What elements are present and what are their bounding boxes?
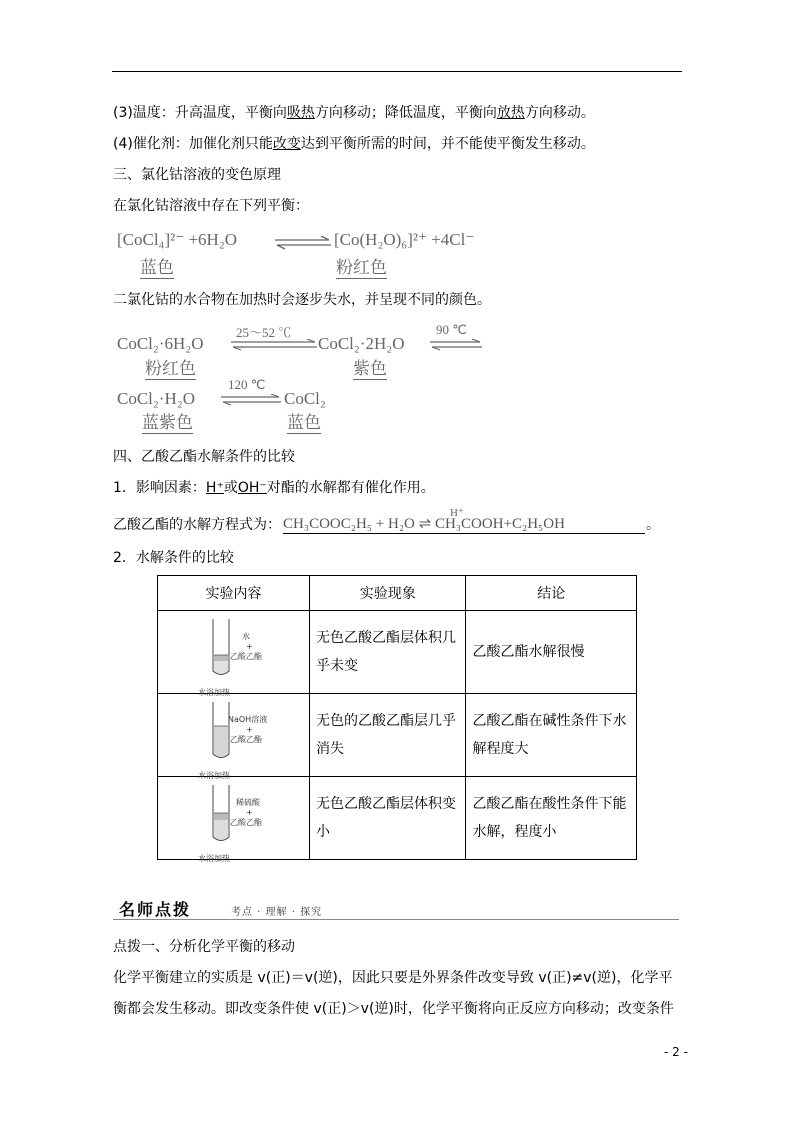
- figure-label: NaOH溶液: [228, 715, 268, 724]
- test-tube-figure: [158, 694, 308, 780]
- banner-title: 名师点拨: [119, 900, 192, 919]
- underlined-term: H⁺: [205, 480, 224, 496]
- condition-25-52: 25～52 ℃: [236, 325, 292, 340]
- underlined-term: 改变: [272, 136, 301, 152]
- anhydrous-cocl2: CoCl₂: [284, 389, 326, 408]
- banner-rule: [113, 919, 679, 920]
- test-tube-figure: [158, 777, 308, 863]
- conclusion-cell: 乙酸乙酯水解很慢: [466, 611, 637, 694]
- reversible-arrow-icon: [428, 339, 484, 351]
- reversible-arrow-icon: [219, 394, 283, 406]
- text: 1．影响因素：: [113, 480, 206, 496]
- hydrolysis-catalyst: H⁺: [450, 507, 464, 519]
- table-row: [158, 694, 637, 777]
- tip1-line2: 衡都会发生移动。即改变条件使 v(正)＞v(逆)时，化学平衡将向正反应方向移动；改变条件: [113, 1001, 674, 1017]
- blue-color-label: 蓝色: [287, 408, 321, 434]
- figure-caption: 水浴加热: [198, 854, 230, 863]
- figure-label: 稀硫酸: [236, 798, 260, 807]
- figure-label: +: [246, 642, 253, 651]
- table-header: 实验现象: [309, 576, 466, 611]
- hydrolysis-comparison-table: [157, 575, 637, 863]
- figure-label: 乙酸乙酯: [230, 818, 262, 827]
- table-row: [158, 611, 637, 694]
- section-banner: [113, 897, 679, 921]
- figure-label: +: [246, 725, 253, 734]
- conditions-heading: 2．水解条件的比较: [113, 550, 234, 566]
- figure-label: 乙酸乙酯: [230, 735, 262, 744]
- experiment-figure-cell: [158, 694, 310, 780]
- phenomenon-cell: 无色的乙酸乙酯层几乎消失: [309, 694, 466, 777]
- underlined-term: OH⁻: [237, 480, 267, 496]
- reversible-arrow-icon: [273, 236, 333, 250]
- catalyst-paragraph: [113, 134, 595, 154]
- factor-paragraph: [113, 478, 435, 498]
- experiment-figure-cell: [158, 611, 310, 697]
- hydrate-h2o: CoCl₂·H₂O: [117, 389, 195, 408]
- text: 方向移动；降低温度，平衡向: [314, 105, 497, 121]
- underlined-term: 吸热: [286, 105, 315, 121]
- table-header: 结论: [466, 576, 637, 611]
- underlined-term: 放热: [496, 105, 525, 121]
- page-number: - 2 -: [664, 1045, 688, 1059]
- text: 对酯的水解都有催化作用。: [266, 480, 435, 496]
- text: 方向移动。: [524, 105, 595, 121]
- text: (3)温度：升高温度，平衡向: [113, 105, 287, 121]
- blue-color-label: 蓝色: [140, 253, 174, 279]
- temperature-paragraph: [113, 103, 595, 123]
- experiment-figure-cell: [158, 777, 310, 863]
- pink-color-label: 粉红色: [336, 253, 387, 279]
- hydrolysis-equation: CH₃COOC₂H₅ + H₂O ⇌ CH₃COOH+C₂H₅OH: [283, 514, 645, 534]
- figure-label: 水: [242, 632, 250, 641]
- banner-subtitle: 考点 · 理解 · 探究: [231, 907, 323, 918]
- text: 达到平衡所需的时间，并不能使平衡发生移动。: [300, 136, 595, 152]
- figure-label: +: [246, 808, 253, 817]
- condition-120: 120 ℃: [228, 377, 266, 392]
- header-rule: [112, 71, 682, 72]
- table-header: 实验内容: [158, 576, 310, 611]
- table-row: [158, 777, 637, 860]
- hydrate-6h2o: CoCl₂·6H₂O: [117, 334, 204, 353]
- conclusion-cell: 乙酸乙酯在碱性条件下水解程度大: [466, 694, 637, 777]
- tip1-heading: 点拨一、分析化学平衡的移动: [113, 939, 295, 955]
- phenomenon-cell: 无色乙酸乙酯层体积变小: [309, 777, 466, 860]
- text: 或: [223, 480, 238, 496]
- conclusion-cell: 乙酸乙酯在酸性条件下能水解，程度小: [466, 777, 637, 860]
- purple-color-label: 紫色: [353, 354, 387, 380]
- hydrate-intro: 二氯化钴的水合物在加热时会逐步失水，并呈现不同的颜色。: [113, 292, 491, 308]
- figure-label: 乙酸乙酯: [230, 652, 262, 661]
- hydrolysis-prefix: 乙酸乙酯的水解方程式为：: [113, 517, 281, 533]
- pink-color-label: 粉红色: [145, 354, 196, 380]
- reversible-arrow-icon: [229, 339, 319, 351]
- equilibrium-right: [Co(H₂O)₆]²⁺ +4Cl⁻: [334, 230, 475, 249]
- equilibrium-left: [CoCl₄]²⁻ +6H₂O: [117, 230, 238, 249]
- hydrolysis-suffix: 。: [646, 517, 660, 533]
- condition-90: 90 ℃: [436, 322, 467, 337]
- tip1-line1: 化学平衡建立的实质是 v(正)＝v(逆)，因此只要是外界条件改变导致 v(正)≠v(逆)，化学平: [113, 970, 673, 986]
- figure-caption: 水浴加热: [198, 771, 230, 780]
- section3-intro: 在氯化钴溶液中存在下列平衡：: [113, 198, 309, 214]
- text: (4)催化剂：加催化剂只能: [113, 136, 273, 152]
- blue-purple-color-label: 蓝紫色: [142, 408, 193, 434]
- section3-heading: 三、氯化钴溶液的变色原理: [113, 167, 281, 183]
- figure-caption: 水浴加热: [198, 688, 230, 697]
- hydrate-2h2o: CoCl₂·2H₂O: [318, 334, 405, 353]
- table-header-row: [158, 576, 637, 611]
- phenomenon-cell: 无色乙酸乙酯层体积几乎未变: [309, 611, 466, 694]
- test-tube-figure: [158, 611, 308, 697]
- section4-heading: 四、乙酸乙酯水解条件的比较: [113, 449, 295, 465]
